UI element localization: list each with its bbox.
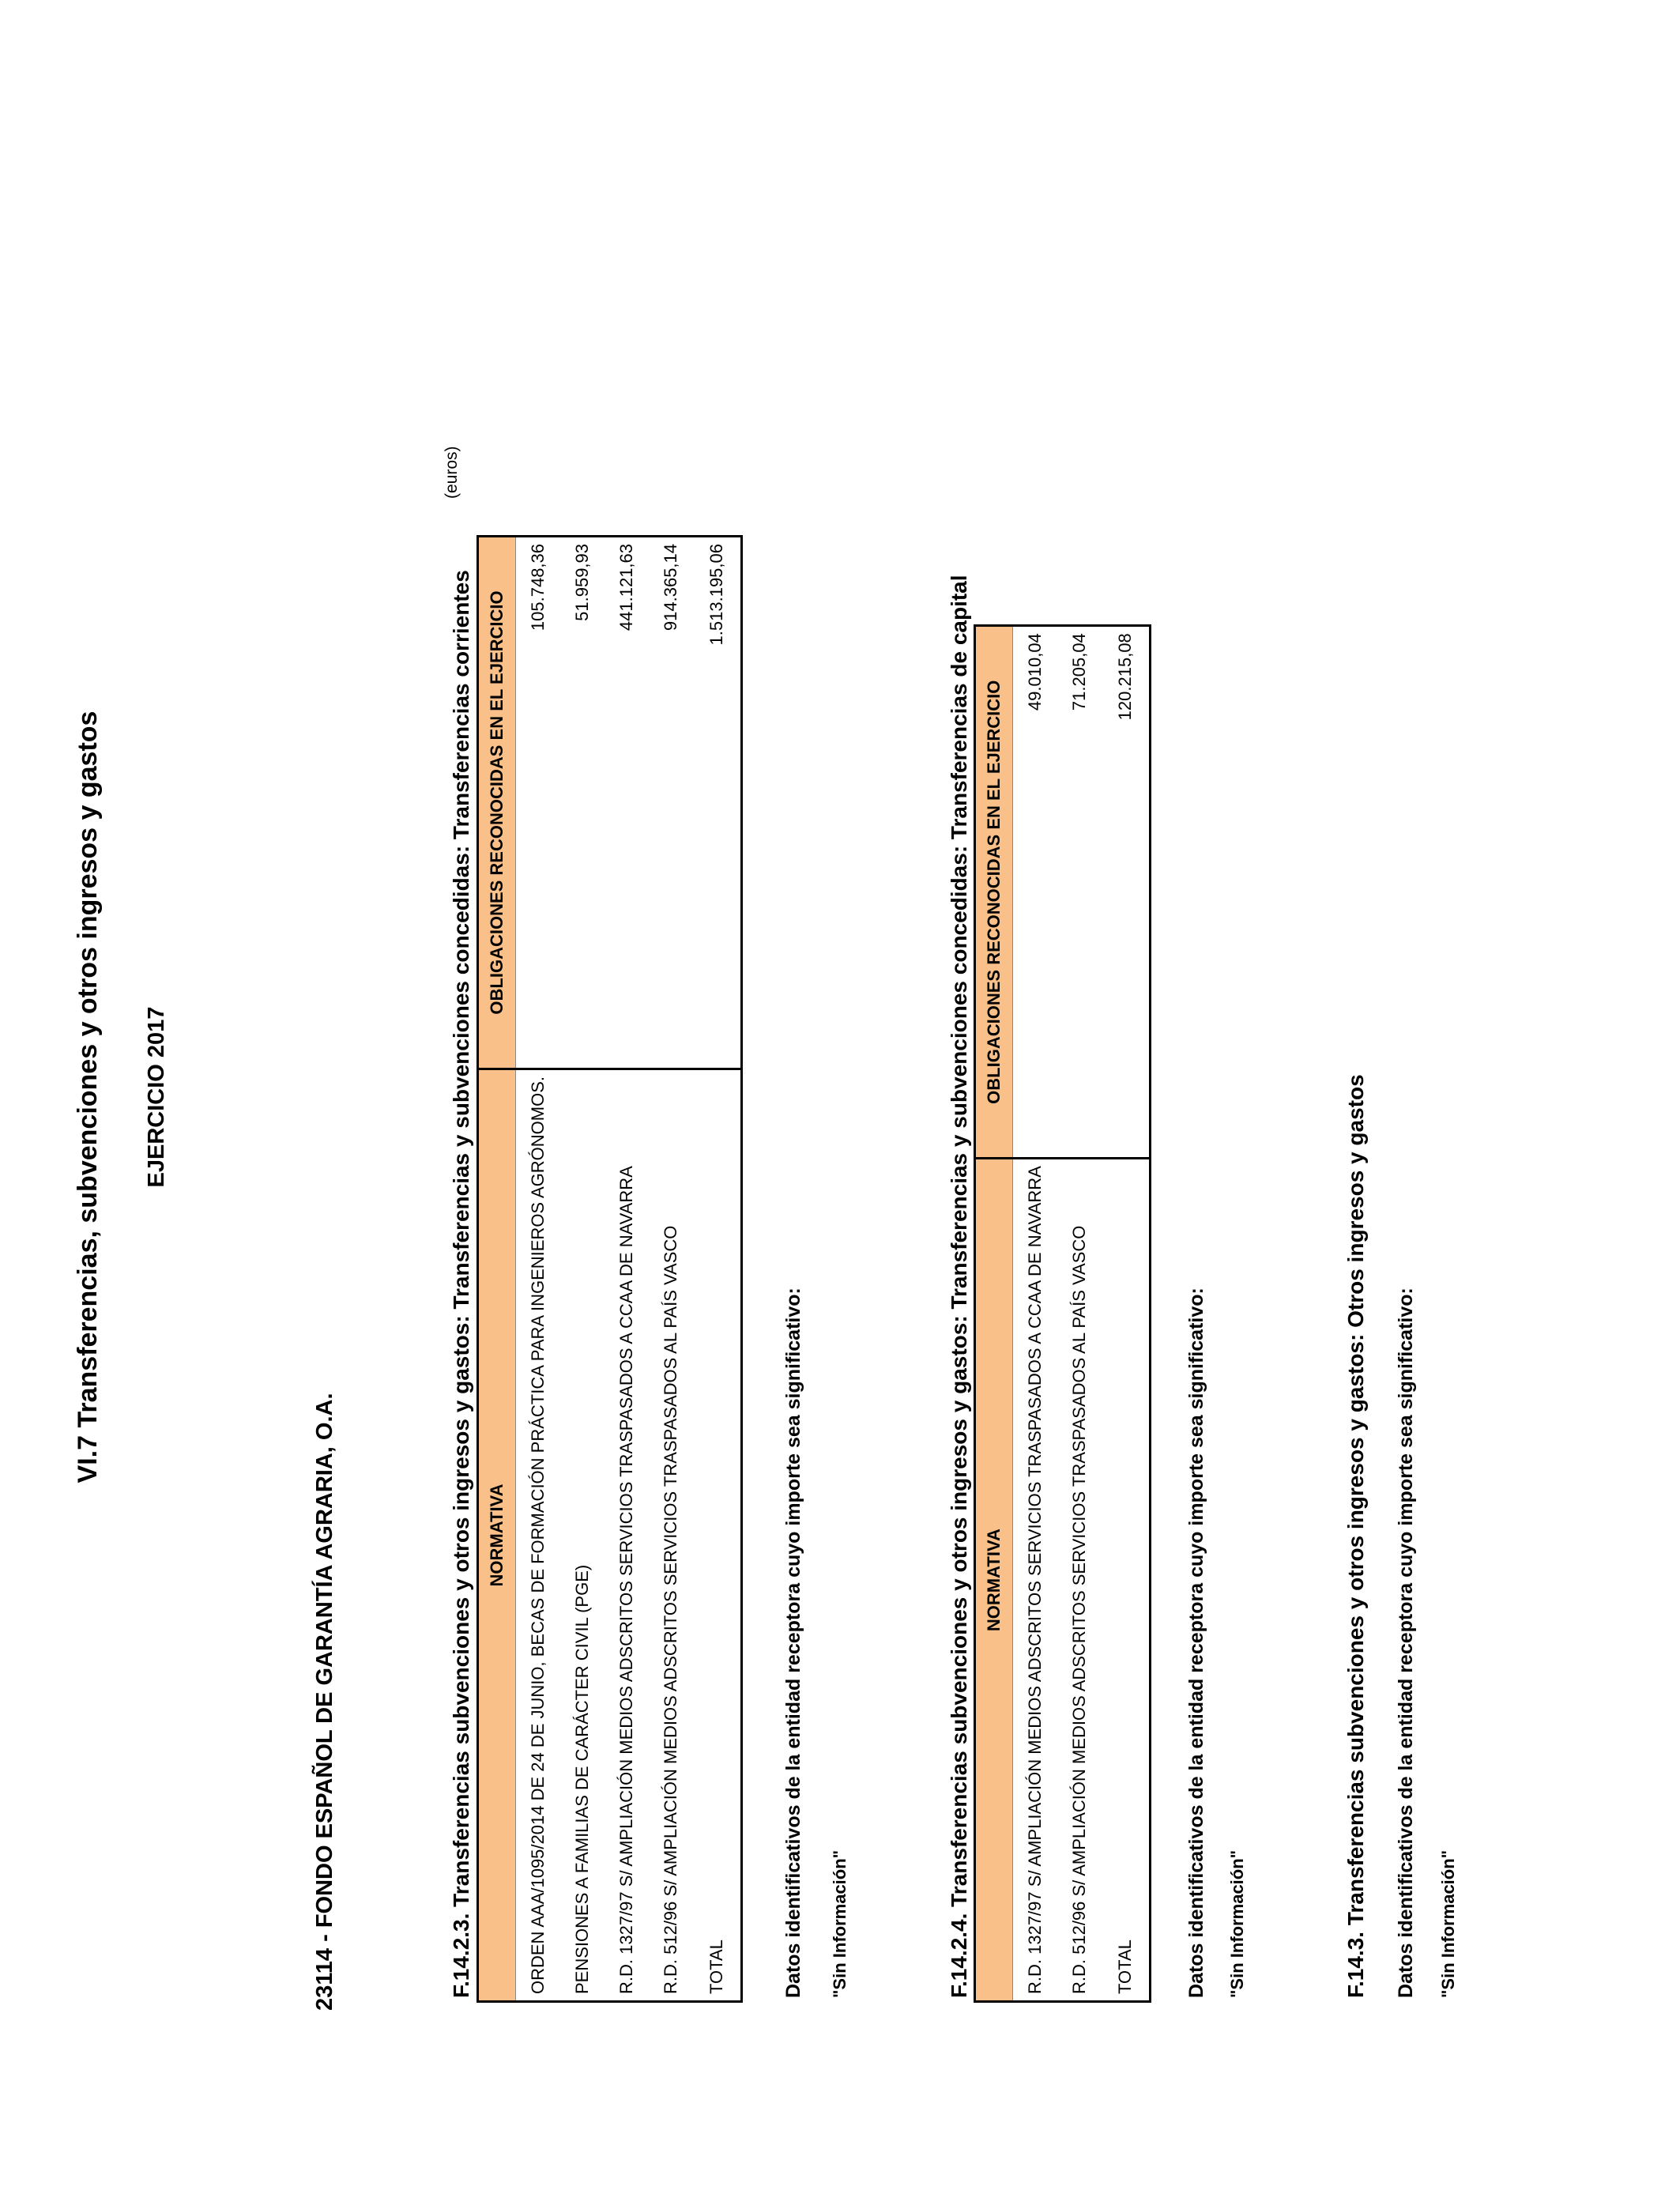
row-normativa: R.D. 1327/97 S/ AMPLIACIÓN MEDIOS ADSCRITOS SERVICIOS TRASPASADOS A CCAA DE NAVARRA xyxy=(616,1166,636,1994)
total-amount: 1.513.195,06 xyxy=(693,536,742,1069)
table-row xyxy=(605,536,649,2001)
row-normativa: R.D. 512/96 S/ AMPLIACIÓN MEDIOS ADSCRITOS SERVICIOS TRASPASADOS AL PAÍS VASCO xyxy=(661,1225,680,1994)
currency-unit: (euros) xyxy=(443,446,461,499)
table-row xyxy=(1013,626,1058,2002)
total-label: TOTAL xyxy=(706,1940,726,1994)
row-amount: 441.121,63 xyxy=(605,536,649,1069)
recipient-info-title: Datos identificativos de la entidad receptora cuyo importe sea significativo: xyxy=(782,1287,804,1998)
table-header-row xyxy=(478,536,516,2001)
row-amount: 49.010,04 xyxy=(1013,626,1058,1159)
table-row xyxy=(560,536,605,2001)
row-amount: 914.365,14 xyxy=(649,536,693,1069)
table-row xyxy=(1057,626,1102,2002)
header-obligaciones: OBLIGACIONES RECONOCIDAS EN EL EJERCICIO xyxy=(975,626,1013,1159)
recipient-info-value: "Sin Información" xyxy=(1227,1849,1247,1998)
recipient-info-value: "Sin Información" xyxy=(830,1849,849,1998)
current-transfers-table xyxy=(477,535,743,2003)
entity-title: 23114 - FONDO ESPAÑOL DE GARANTÍA AGRARIA, O.A. xyxy=(312,1393,337,2011)
section-title-other-income: F.14.3. Transferencias subvenciones y otros ingresos y gastos: Otros ingresos y gastos xyxy=(1343,1074,1368,1998)
header-obligaciones: OBLIGACIONES RECONOCIDAS EN EL EJERCICIO xyxy=(478,536,516,1069)
table-row xyxy=(649,536,693,2001)
total-label: TOTAL xyxy=(1115,1940,1135,1994)
total-row xyxy=(693,536,742,2001)
table-row xyxy=(516,536,561,2001)
page-title: VI.7 Transferencias, subvenciones y otros ingresos y gastos xyxy=(73,711,103,1483)
section-title-current-transfers: F.14.2.3. Transferencias subvenciones y otros ingresos y gastos: Transferencias y subvenciones concedidas: Transferencias corrientes xyxy=(449,570,473,1998)
header-normativa: NORMATIVA xyxy=(975,1159,1013,2002)
recipient-info-title: Datos identificativos de la entidad receptora cuyo importe sea significativo: xyxy=(1185,1287,1207,1998)
recipient-info-title: Datos identificativos de la entidad receptora cuyo importe sea significativo: xyxy=(1395,1287,1417,1998)
row-normativa: R.D. 1327/97 S/ AMPLIACIÓN MEDIOS ADSCRITOS SERVICIOS TRASPASADOS A CCAA DE NAVARRA xyxy=(1025,1166,1045,1994)
recipient-info-value: "Sin Información" xyxy=(1438,1849,1458,1998)
section-title-capital-transfers: F.14.2.4. Transferencias subvenciones y otros ingresos y gastos: Transferencias y subvenciones concedidas: Transferencias de capital xyxy=(947,575,971,1998)
total-amount: 120.215,08 xyxy=(1102,626,1151,1159)
total-row xyxy=(1102,626,1151,2002)
capital-transfers-table xyxy=(974,624,1151,2003)
row-normativa: ORDEN AAA/1095/2014 DE 24 DE JUNIO, BECAS DE FORMACIÓN PRÁCTICA PARA INGENIEROS AGRÓNOMOS. xyxy=(528,1076,548,1994)
table-header-row xyxy=(975,626,1013,2002)
header-normativa: NORMATIVA xyxy=(478,1069,516,2001)
row-normativa: R.D. 512/96 S/ AMPLIACIÓN MEDIOS ADSCRITOS SERVICIOS TRASPASADOS AL PAÍS VASCO xyxy=(1069,1225,1089,1994)
row-amount: 105.748,36 xyxy=(516,536,561,1069)
exercise-subtitle: EJERCICIO 2017 xyxy=(144,1006,169,1188)
row-amount: 51.959,93 xyxy=(560,536,605,1069)
row-normativa: PENSIONES A FAMILIAS DE CARÁCTER CIVIL (PGE) xyxy=(572,1564,592,1994)
row-amount: 71.205,04 xyxy=(1057,626,1102,1159)
